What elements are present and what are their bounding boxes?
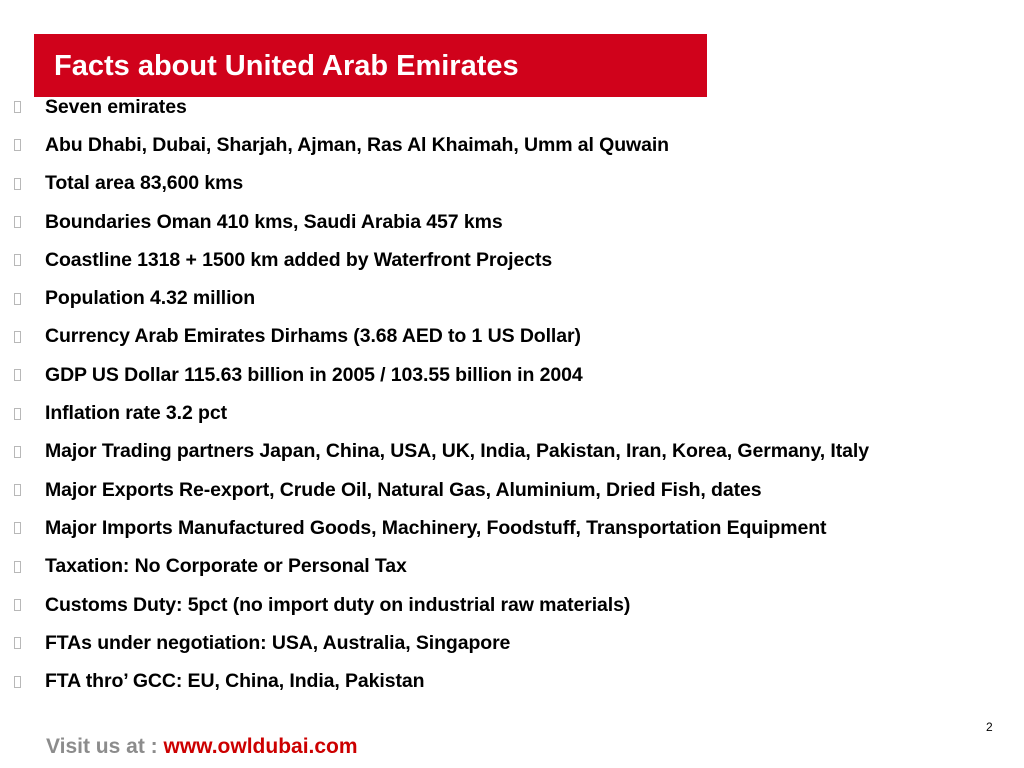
bullet-item [12, 88, 869, 126]
bullet-text: FTA thro’ GCC: EU, China, India, Pakistan [45, 670, 425, 693]
bullet-item [12, 433, 869, 471]
bullet-item [12, 509, 869, 547]
bullet-text: Customs Duty: 5pct (no import duty on industrial raw materials) [45, 593, 631, 616]
bullet-item [12, 586, 869, 624]
bullet-marker-icon [14, 561, 21, 573]
bullet-text: Currency Arab Emirates Dirhams (3.68 AED to 1 US Dollar) [45, 325, 581, 348]
bullet-marker-icon [14, 446, 21, 458]
bullet-item [12, 126, 869, 164]
footer [46, 735, 358, 759]
bullet-item [12, 318, 869, 356]
bullet-text: Abu Dhabi, Dubai, Sharjah, Ajman, Ras Al Khaimah, Umm al Quwain [45, 133, 669, 156]
bullet-item [12, 241, 869, 279]
bullet-text: Taxation: No Corporate or Personal Tax [45, 555, 407, 578]
bullet-text: Major Exports Re-export, Crude Oil, Natural Gas, Aluminium, Dried Fish, dates [45, 478, 762, 501]
bullet-text: GDP US Dollar 115.63 billion in 2005 / 103.55 billion in 2004 [45, 363, 583, 386]
bullet-marker-icon [14, 369, 21, 381]
website-link[interactable]: www.owldubai.com [163, 735, 358, 758]
bullet-item [12, 203, 869, 241]
bullet-marker-icon [14, 139, 21, 151]
footer-label: Visit us at : [46, 735, 164, 758]
bullet-text: Inflation rate 3.2 pct [45, 402, 228, 425]
bullet-text: Population 4.32 million [45, 287, 256, 310]
bullet-item [12, 356, 869, 394]
bullet-item [12, 279, 869, 317]
bullet-marker-icon [14, 293, 21, 305]
bullet-text: Major Imports Manufactured Goods, Machinery, Foodstuff, Transportation Equipment [45, 516, 827, 539]
page-number: 2 [986, 720, 993, 734]
bullet-list [12, 88, 869, 701]
slide-title: Facts about United Arab Emirates [54, 50, 519, 82]
bullet-item [12, 394, 869, 432]
bullet-marker-icon [14, 637, 21, 649]
bullet-item [12, 165, 869, 203]
bullet-marker-icon [14, 408, 21, 420]
bullet-marker-icon [14, 599, 21, 611]
bullet-text: FTAs under negotiation: USA, Australia, Singapore [45, 631, 511, 654]
bullet-item [12, 548, 869, 586]
bullet-marker-icon [14, 522, 21, 534]
bullet-marker-icon [14, 216, 21, 228]
bullet-item [12, 624, 869, 662]
bullet-text: Boundaries Oman 410 kms, Saudi Arabia 457 kms [45, 210, 503, 233]
bullet-marker-icon [14, 676, 21, 688]
bullet-marker-icon [14, 254, 21, 266]
bullet-text: Coastline 1318 + 1500 km added by Waterfront Projects [45, 248, 553, 271]
bullet-marker-icon [14, 101, 21, 113]
bullet-marker-icon [14, 178, 21, 190]
bullet-marker-icon [14, 484, 21, 496]
bullet-text: Total area 83,600 kms [45, 172, 244, 195]
bullet-item [12, 471, 869, 509]
bullet-text: Major Trading partners Japan, China, USA, UK, India, Pakistan, Iran, Korea, Germany, Italy [45, 440, 869, 463]
bullet-text: Seven emirates [45, 95, 187, 118]
bullet-marker-icon [14, 331, 21, 343]
bullet-item [12, 662, 869, 700]
